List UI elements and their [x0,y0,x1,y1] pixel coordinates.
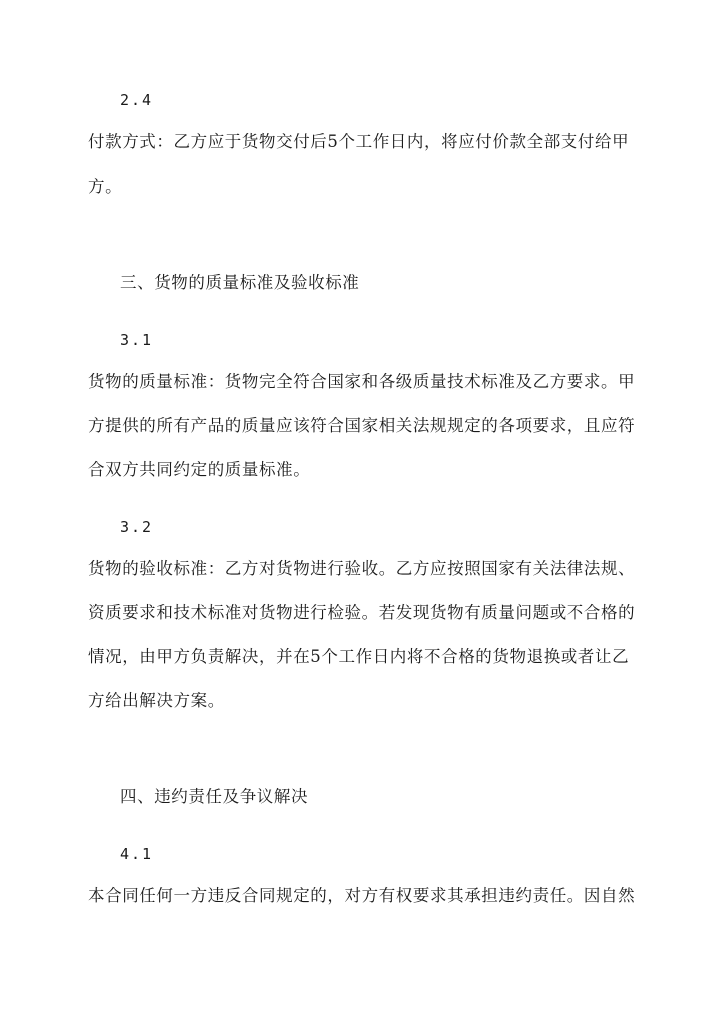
clause-3-2-line-2: 资质要求和技术标准对货物进行检验。若发现货物有质量问题或不合格的 [88,603,636,622]
clause-3-1-line-2: 方提供的所有产品的质量应该符合国家相关法规规定的各项要求，且应符 [88,416,636,435]
clause-3-2-line-4: 方给出解决方案。 [88,691,225,710]
clause-2-4-line-1: 付款方式：乙方应于货物交付后5个工作日内，将应付价款全部支付给甲 [88,132,630,151]
clause-number-2-4: 2.4 [120,91,154,109]
clause-4-1-line-1: 本合同任何一方违反合同规定的，对方有权要求其承担违约责任。因自然 [88,886,636,905]
clause-3-1-line-1: 货物的质量标准：货物完全符合国家和各级质量技术标准及乙方要求。甲 [88,372,636,391]
clause-3-2-line-1: 货物的验收标准：乙方对货物进行验收。乙方应按照国家有关法律法规、 [88,559,636,578]
clause-3-2-line-3: 情况，由甲方负责解决，并在5个工作日内将不合格的货物退换或者让乙 [88,647,630,666]
clause-2-4-line-2: 方。 [88,177,123,196]
section-heading-4: 四、违约责任及争议解决 [120,787,309,806]
clause-number-3-1: 3.1 [120,331,154,349]
clause-number-3-2: 3.2 [120,518,154,536]
clause-number-4-1: 4.1 [120,845,154,863]
section-heading-3: 三、货物的质量标准及验收标准 [120,273,360,292]
clause-3-1-line-3: 合双方共同约定的质量标准。 [88,460,311,479]
